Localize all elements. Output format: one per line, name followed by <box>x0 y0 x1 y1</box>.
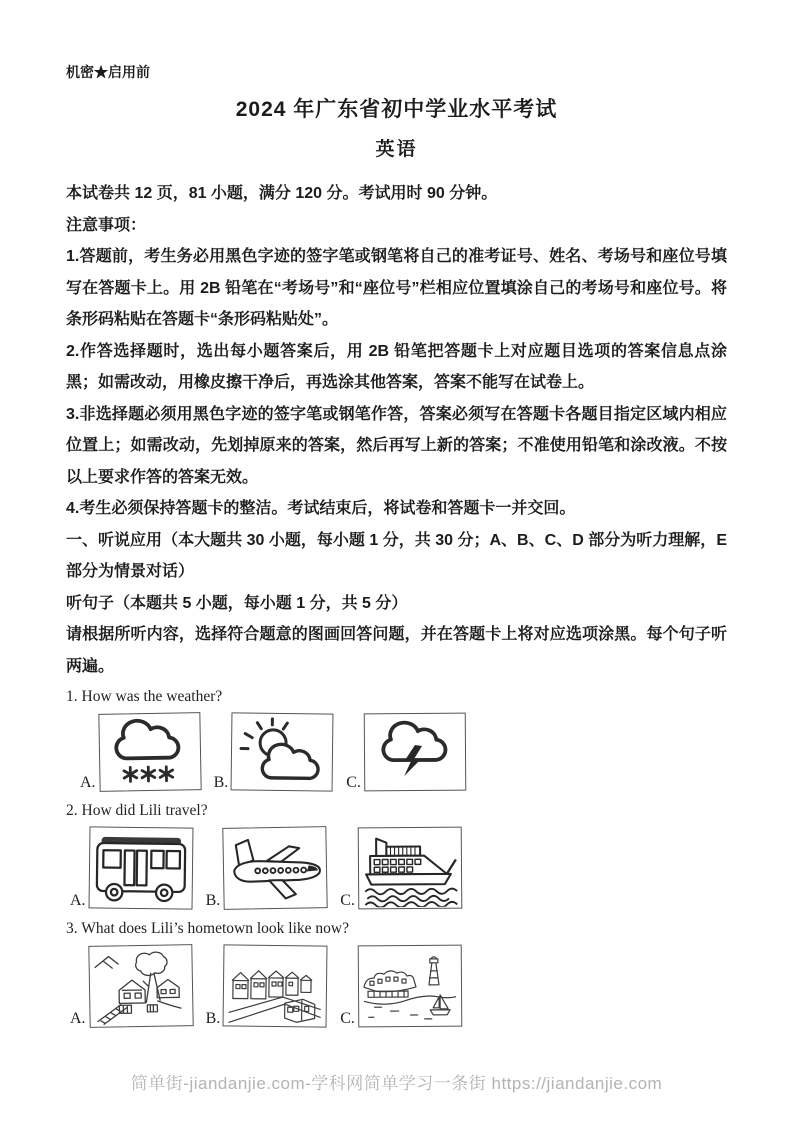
option-c-label: C. <box>346 774 361 791</box>
question-3 <box>66 918 727 1027</box>
option-b-image-box <box>223 826 328 910</box>
option-b-label: B. <box>205 1010 221 1027</box>
question-1-option-c <box>346 713 466 791</box>
option-a-label: A. <box>70 1010 86 1027</box>
note-1: 1.答题前，考生务必用黑色字迹的签字笔或钢笔将自己的准考证号、姓名、考场号和座位号填写在答题卡上。用 2B 铅笔在“考场号”和“座位号”栏相应位置填涂自己的考场号和座位号。将条形码粘贴在答题卡“条形码粘贴处”。 <box>66 248 727 328</box>
subsection-heading: 听句子（本题共 5 小题，每小题 1 分，共 5 分） <box>66 594 408 612</box>
town-street-icon <box>225 946 326 1025</box>
option-b-label: B. <box>205 892 221 909</box>
option-c-label: C. <box>340 892 355 909</box>
option-b-image-box <box>231 712 334 791</box>
question-2-text: 2. How did Lili travel? <box>66 802 208 819</box>
question-3-option-c <box>340 945 462 1027</box>
option-c-image-box <box>364 713 467 792</box>
note-2: 2.作答选择题时，选出每小题答案后，用 2B 铅笔把答题卡上对应题目选项的答案信息点涂黑；如需改动，用橡皮擦干净后，再选涂其他答案，答案不能写在试卷上。 <box>66 342 727 391</box>
question-3-option-b <box>206 945 328 1027</box>
option-c-label: C. <box>340 1010 355 1027</box>
question-2-option-c <box>340 827 462 909</box>
question-3-options <box>70 945 727 1027</box>
village-icon <box>90 946 191 1026</box>
option-b-label: B. <box>213 774 229 791</box>
question-2 <box>66 800 727 909</box>
question-1 <box>66 686 727 791</box>
question-2-option-b <box>206 827 328 909</box>
option-a-label: A. <box>70 892 86 909</box>
option-c-image-box <box>358 945 463 1028</box>
section-heading: 一、听说应用（本大题共 30 小题，每小题 1 分，共 30 分；A、B、C、D 部分为听力理解，E部分为情景对话） <box>66 531 727 580</box>
bus-icon <box>91 829 190 906</box>
watermark-footer: 简单街-jiandanjie.com-学科网简单学习一条街 https://jiandanjie.com <box>130 1074 663 1093</box>
question-1-option-b <box>214 713 334 791</box>
question-3-text: 3. What does Lili’s hometown look like now? <box>66 920 349 937</box>
ship-icon <box>361 829 460 908</box>
classification-label: 机密★启用前 <box>66 64 150 80</box>
option-c-image-box <box>358 827 463 910</box>
option-a-image-box <box>88 826 193 909</box>
notes-heading: 注意事项： <box>66 216 147 234</box>
subject-title: 英语 <box>375 139 418 160</box>
note-3: 3.非选择题必须用黑色字迹的签字笔或钢笔作答，答案必须写在答题卡各题目指定区域内相应位置上；如需改动，先划掉原来的答案，然后再写上新的答案；不准使用铅笔和涂改液。不按以上要求作答的答案无效。 <box>66 405 727 486</box>
question-3-option-a <box>70 945 193 1027</box>
question-2-option-a <box>70 827 193 909</box>
question-1-text: 1. How was the weather? <box>66 688 223 705</box>
question-1-options <box>80 713 727 791</box>
listening-instruction: 请根据所听内容，选择符合题意的图画回答问题，并在答题卡上将对应选项涂黑。每个句子听两遍。 <box>66 626 727 675</box>
option-b-image-box <box>223 944 328 1027</box>
exam-info: 本试卷共 12 页，81 小题，满分 120 分。考试用时 90 分钟。 <box>66 185 498 202</box>
question-2-options <box>70 827 727 909</box>
lightning-cloud-icon <box>367 716 464 789</box>
question-1-option-a <box>80 713 201 791</box>
airplane-icon <box>226 829 325 907</box>
option-a-label: A. <box>80 774 96 791</box>
option-a-image-box <box>88 944 193 1028</box>
seaside-town-icon <box>360 947 461 1026</box>
page-title: 2024 年广东省初中学业水平考试 <box>235 98 558 121</box>
snow-cloud-icon <box>101 715 198 789</box>
note-4: 4.考生必须保持答题卡的整洁。考试结束后，将试卷和答题卡一并交回。 <box>66 500 576 517</box>
sun-behind-clouds-icon <box>234 715 331 788</box>
option-a-image-box <box>98 712 201 792</box>
